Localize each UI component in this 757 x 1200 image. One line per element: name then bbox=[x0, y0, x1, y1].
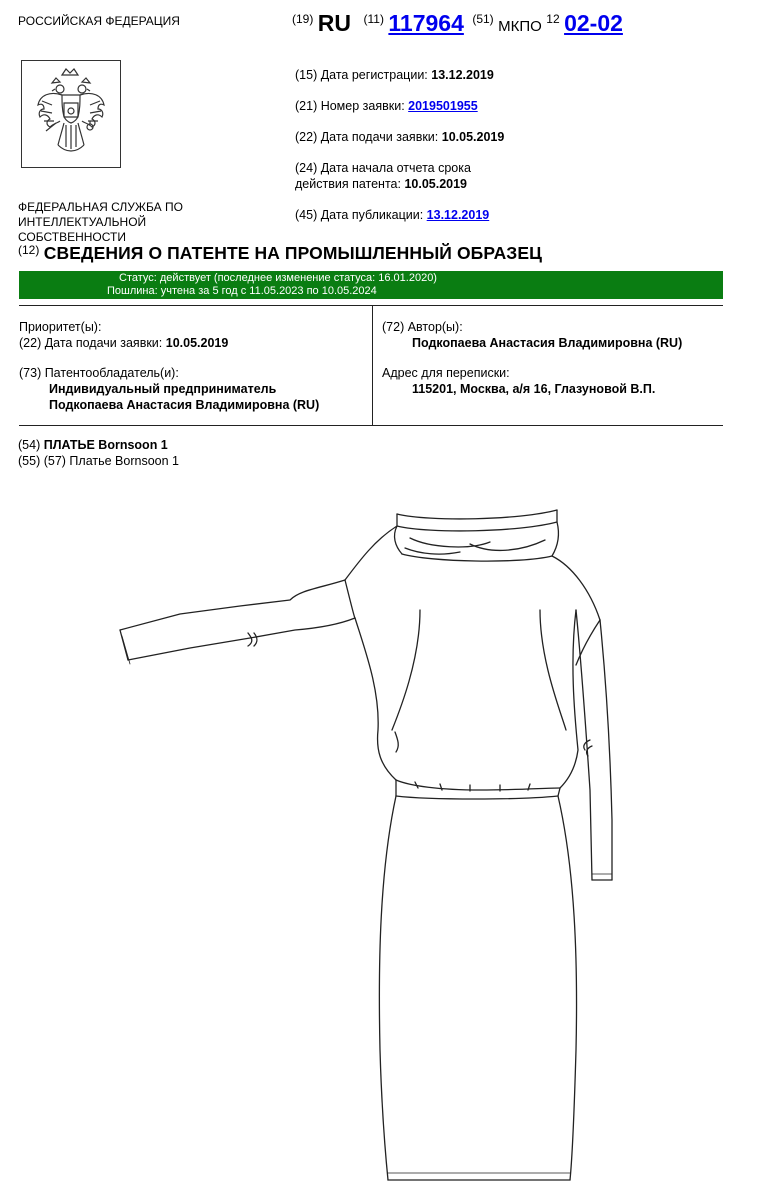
code-11: (11) bbox=[363, 12, 384, 26]
registration-date-field bbox=[295, 67, 494, 83]
design-drawing bbox=[0, 490, 757, 1200]
priority-label: Приоритет(ы): bbox=[19, 320, 102, 334]
address-label: Адрес для переписки: bbox=[382, 366, 510, 380]
priority-filing-row bbox=[19, 335, 228, 351]
application-number-link[interactable]: 2019501955 bbox=[408, 99, 478, 113]
design-title-block bbox=[18, 437, 179, 469]
design-views-text: Платье Bornsoon 1 bbox=[69, 454, 179, 468]
design-views-row bbox=[18, 453, 179, 469]
address-block bbox=[382, 365, 655, 397]
filing-date: 10.05.2019 bbox=[441, 130, 505, 144]
table-divider bbox=[372, 305, 373, 426]
publication-date-link[interactable]: 13.12.2019 bbox=[426, 208, 490, 222]
title-code: (12) bbox=[18, 243, 40, 257]
dress-drawing-icon bbox=[0, 490, 757, 1200]
patent-holders-block bbox=[19, 365, 319, 413]
authors-label: (72) Автор(ы): bbox=[382, 320, 463, 334]
status-line: Статус: действует (последнее изменение статуса: 16.01.2020) bbox=[119, 272, 437, 284]
term-label-line1: (24) Дата начала отчета срока bbox=[295, 161, 471, 175]
mkpo-label: МКПО bbox=[498, 18, 542, 35]
mkpo-class-link[interactable]: 02-02 bbox=[564, 10, 623, 36]
term-start-field bbox=[295, 160, 555, 192]
registration-label: (15) Дата регистрации: bbox=[295, 68, 428, 82]
code-19: (19) bbox=[292, 12, 314, 26]
priority-block bbox=[19, 319, 228, 351]
design-name-code: (54) bbox=[18, 438, 41, 452]
term-label-line2: действия патента: bbox=[295, 177, 401, 191]
authors-block bbox=[382, 319, 682, 351]
fee-line: Пошлина: учтена за 5 год с 11.05.2023 по 10.05.2024 bbox=[107, 285, 377, 297]
code-51: (51) bbox=[472, 12, 494, 26]
design-views-code: (55) (57) bbox=[18, 454, 66, 468]
publication-number-line bbox=[292, 10, 623, 50]
term-date: 10.05.2019 bbox=[404, 177, 468, 191]
holder-line2: Подкопаева Анастасия Владимировна (RU) bbox=[49, 398, 320, 412]
emblem-frame bbox=[21, 60, 121, 168]
priority-filing-date: 10.05.2019 bbox=[165, 336, 229, 350]
term-label-line2-row bbox=[295, 176, 555, 192]
design-name-row bbox=[18, 437, 179, 453]
document-title bbox=[18, 243, 542, 264]
russian-coat-of-arms-icon bbox=[22, 61, 119, 166]
filing-label: (22) Дата подачи заявки: bbox=[295, 130, 439, 144]
holder-line1: Индивидуальный предприниматель bbox=[49, 382, 277, 396]
country-code: RU bbox=[317, 10, 352, 36]
publication-date-field bbox=[295, 207, 489, 223]
service-name: ФЕДЕРАЛЬНАЯ СЛУЖБА ПО ИНТЕЛЛЕКТУАЛЬНОЙ СОБСТВЕННОСТИ bbox=[18, 200, 183, 244]
country-name: РОССИЙСКАЯ ФЕДЕРАЦИЯ bbox=[18, 14, 180, 28]
author-name: Подкопаева Анастасия Владимировна (RU) bbox=[412, 336, 683, 350]
status-bar bbox=[19, 271, 723, 299]
address-value: 115201, Москва, а/я 16, Глазуновой В.П. bbox=[412, 382, 656, 396]
registration-date: 13.12.2019 bbox=[431, 68, 494, 82]
publication-label: (45) Дата публикации: bbox=[295, 208, 424, 222]
application-label: (21) Номер заявки: bbox=[295, 99, 405, 113]
design-name: ПЛАТЬЕ Bornsoon 1 bbox=[43, 438, 168, 452]
title-text: СВЕДЕНИЯ О ПАТЕНТЕ НА ПРОМЫШЛЕННЫЙ ОБРАЗЕЦ bbox=[43, 243, 543, 263]
patent-number-link[interactable]: 117964 bbox=[388, 10, 464, 36]
filing-date-field bbox=[295, 129, 504, 145]
priority-filing-label: (22) Дата подачи заявки: bbox=[19, 336, 163, 350]
application-number-field bbox=[295, 98, 478, 114]
holders-label: (73) Патентообладатель(и): bbox=[19, 366, 179, 380]
mkpo-edition: 12 bbox=[546, 12, 560, 26]
